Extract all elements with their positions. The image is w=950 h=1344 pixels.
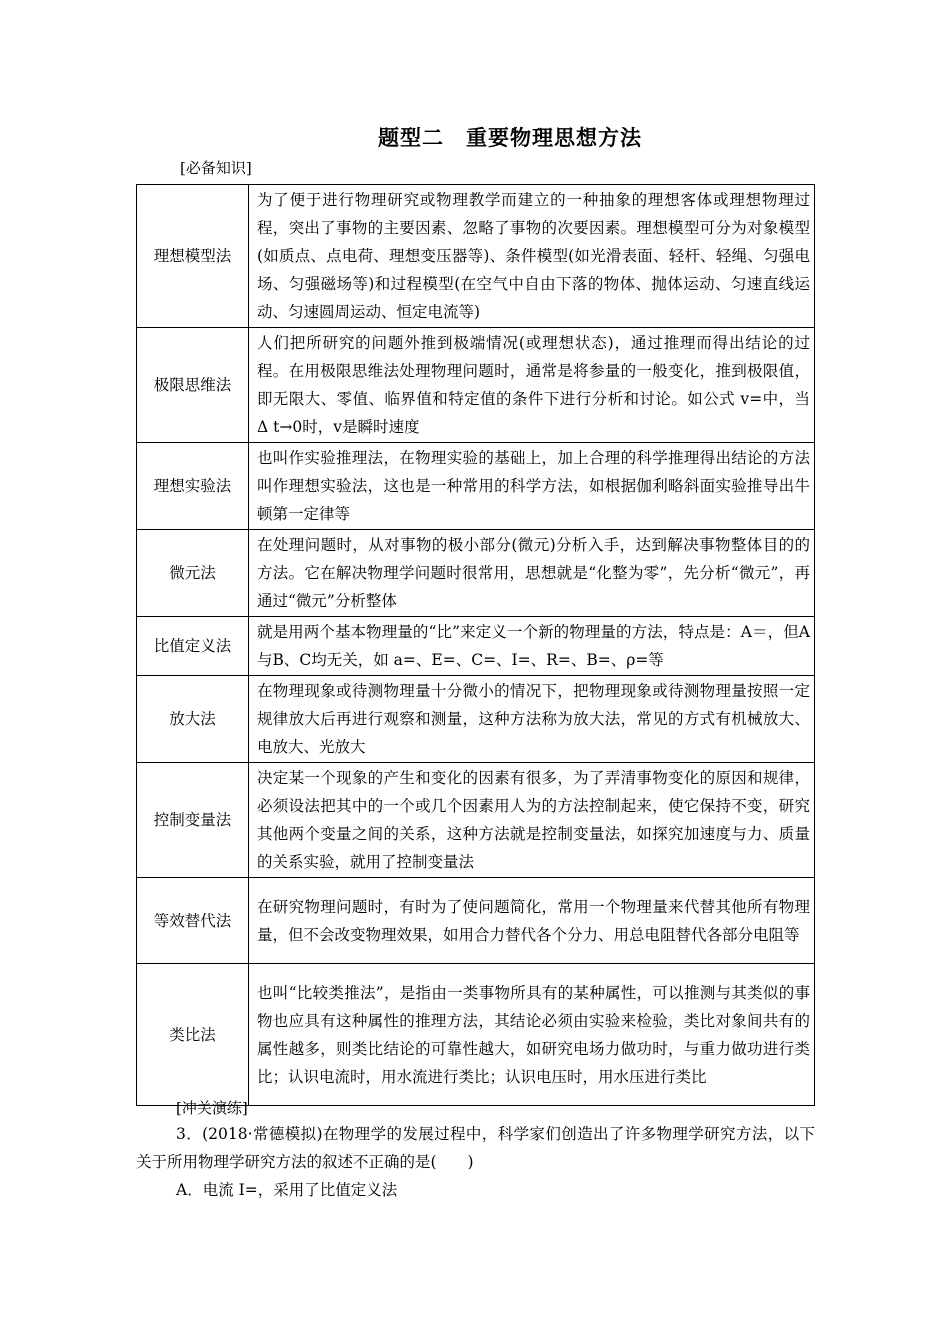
method-name: 极限思维法 [137, 328, 249, 443]
method-name: 控制变量法 [137, 763, 249, 878]
method-name: 等效替代法 [137, 878, 249, 964]
option-a: A．电流 I=，采用了比值定义法 [176, 1181, 398, 1199]
question-stem: 3．(2018·常德模拟)在物理学的发展过程中，科学家们创造出了许多物理学研究方法，以下关于所用物理学研究方法的叙述不正确的是( ) [136, 1125, 815, 1171]
table-row [137, 676, 815, 763]
method-description: 在处理问题时，从对事物的极小部分(微元)分析入手，达到解决事物整体目的的方法。它在解决物理学问题时很常用，思想就是“化整为零”，先分析“微元”，再通过“微元”分析整体 [249, 530, 815, 617]
section-heading-practice: [冲关演练] [176, 1099, 248, 1117]
method-description: 决定某一个现象的产生和变化的因素有很多，为了弄清事物变化的原因和规律，必须设法把其中的一个或几个因素用人为的方法控制起来，使它保持不变，研究其他两个变量之间的关系，这种方法就是控制变量法，如探究加速度与力、质量的关系实验，就用了控制变量法 [249, 763, 815, 878]
method-name: 理想实验法 [137, 443, 249, 530]
table-row [137, 530, 815, 617]
method-description: 人们把所研究的问题外推到极端情况(或理想状态)，通过推理而得出结论的过程。在用极限思维法处理物理问题时，通常是将参量的一般变化，推到极限值，即无限大、零值、临界值和特定值的条件下进行分析和讨论。如公式 v=中，当 Δ t→0时，v是瞬时速度 [249, 328, 815, 443]
methods-table [136, 184, 815, 1106]
method-name: 放大法 [137, 676, 249, 763]
method-description: 也叫作实验推理法，在物理实验的基础上，加上合理的科学推理得出结论的方法叫作理想实验法，这也是一种常用的科学方法，如根据伽利略斜面实验推导出牛顿第一定律等 [249, 443, 815, 530]
method-name: 微元法 [137, 530, 249, 617]
table-row [137, 964, 815, 1106]
method-description: 就是用两个基本物理量的“比”来定义一个新的物理量的方法，特点是：A＝，但A与B、C均无关，如 a=、E=、C=、I=、R=、B=、ρ=等 [249, 617, 815, 676]
table-row [137, 763, 815, 878]
table-row [137, 443, 815, 530]
section-heading-knowledge: [必备知识] [180, 159, 252, 177]
method-name: 理想模型法 [137, 185, 249, 328]
method-description: 在研究物理问题时，有时为了使问题简化，常用一个物理量来代替其他所有物理量，但不会改变物理效果，如用合力替代各个分力、用总电阻替代各部分电阻等 [249, 878, 815, 964]
method-name: 比值定义法 [137, 617, 249, 676]
table-row [137, 878, 815, 964]
method-description: 在物理现象或待测物理量十分微小的情况下，把物理现象或待测物理量按照一定规律放大后再进行观察和测量，这种方法称为放大法，常见的方式有机械放大、电放大、光放大 [249, 676, 815, 763]
page-title: 题型二 重要物理思想方法 [378, 125, 642, 150]
method-description: 也叫“比较类推法”，是指由一类事物所具有的某种属性，可以推测与其类似的事物也应具有这种属性的推理方法，其结论必须由实验来检验，类比对象间共有的属性越多，则类比结论的可靠性越大，如研究电场力做功时，与重力做功进行类比；认识电流时，用水流进行类比；认识电压时，用水压进行类比 [249, 964, 815, 1106]
table-row [137, 617, 815, 676]
method-description: 为了便于进行物理研究或物理教学而建立的一种抽象的理想客体或理想物理过程，突出了事物的主要因素、忽略了事物的次要因素。理想模型可分为对象模型(如质点、点电荷、理想变压器等)、条件模型(如光滑表面、轻杆、轻绳、匀强电场、匀强磁场等)和过程模型(在空气中自由下落的物体、抛体运动、匀速直线运动、匀速圆周运动、恒定电流等) [249, 185, 815, 328]
table-row [137, 185, 815, 328]
table-row [137, 328, 815, 443]
method-name: 类比法 [137, 964, 249, 1106]
